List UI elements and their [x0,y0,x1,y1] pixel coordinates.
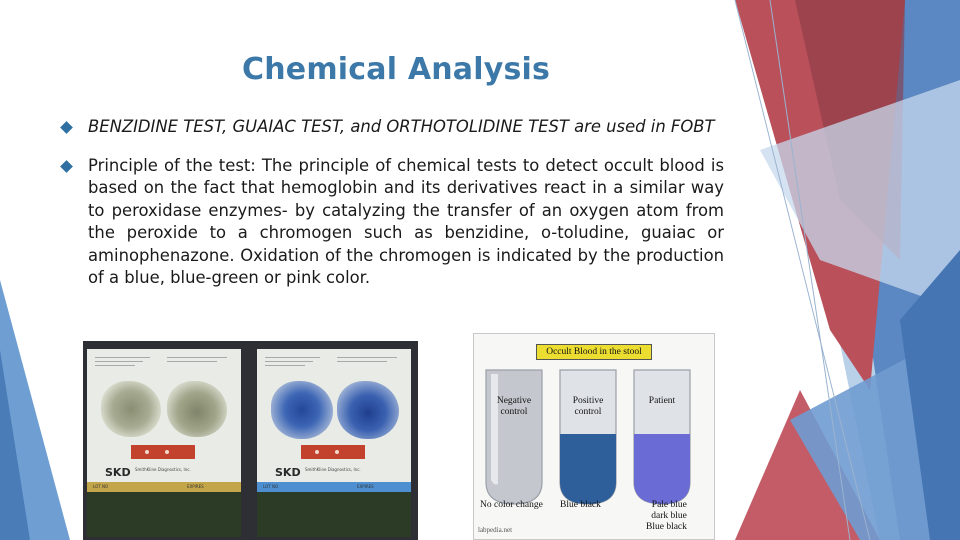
diagram-title: Occult Blood in the stool [536,344,652,360]
label-line: control [574,407,602,417]
control-dot [315,450,319,454]
bullet-item [62,155,724,290]
patient-label [634,396,690,407]
negative-tube-highlight [491,374,498,485]
diamond-bullet-icon [60,160,73,173]
stool-smear-positive [337,381,399,439]
expires-label: EXPIRES [357,484,374,489]
card-header-text [265,357,320,358]
stool-smear [167,381,227,437]
test-cards-photo [83,341,418,540]
card-header-text [95,365,135,366]
patient-caption [646,500,687,533]
lot-label: LOT NO [93,484,109,489]
control-strip [131,445,195,459]
watermark: labpedia.net [478,526,513,534]
negative-caption: No color change [480,500,543,510]
label-line: control [500,407,528,417]
expires-label: EXPIRES [187,484,204,489]
caption-line: Blue black [646,522,687,532]
negative-test-card [87,349,241,537]
lot-label: LOT NO [263,484,279,489]
control-strip [301,445,365,459]
card-header-text [337,361,387,362]
positive-tube-liquid [560,434,616,504]
control-dot [145,450,149,454]
card-header-text [95,357,150,358]
control-dot [165,450,169,454]
brand-logo: SKD [275,466,301,479]
label-line: Patient [648,396,676,406]
positive-caption: Blue black [560,500,601,510]
brand-logo: SKD [105,466,131,479]
slide-title: Chemical Analysis [242,52,551,87]
bullet-text: Principle of the test: The principle of chemical tests to detect occult blood is based on the fact that hemoglobin and its derivatives react in a similar way to peroxidase enzymes- by catalyzing the transfer of an oxygen atom from the peroxide to a chromogen such as benzidine, o-toludine, guaiac or aminophenazone. Oxidation of the chromogen is indicated by the production of a blue, blue-green or pink color. [88,155,724,287]
bullet-text: BENZIDINE TEST, GUAIAC TEST, and ORTHOTOLIDINE TEST are used in FOBT [88,117,715,136]
card-header-text [167,357,227,358]
card-bottom [257,492,411,537]
bullet-item [62,116,724,139]
card-header-text [95,361,143,362]
patient-tube-liquid [634,434,690,504]
label-line: Positive [572,396,604,406]
card-header-text [337,357,397,358]
card-bottom [87,492,241,537]
label-line: Negative [496,396,532,406]
card-header-text [167,361,217,362]
company-name: SmithKline Diagnostics, Inc. [305,467,361,472]
occult-blood-diagram [473,333,715,540]
card-header-text [265,361,313,362]
positive-test-card [257,349,411,537]
card-header-text [265,365,305,366]
caption-line: dark blue [651,511,687,521]
stool-smear-positive [271,381,333,439]
company-name: SmithKline Diagnostics, Inc. [135,467,191,472]
negative-control-label [486,396,542,418]
card-stripe [257,482,411,492]
positive-control-label [560,396,616,418]
stool-smear [101,381,161,437]
bullet-list [62,116,724,306]
caption-line: Pale blue [651,500,687,510]
diamond-bullet-icon [60,121,73,134]
control-dot [335,450,339,454]
card-stripe [87,482,241,492]
